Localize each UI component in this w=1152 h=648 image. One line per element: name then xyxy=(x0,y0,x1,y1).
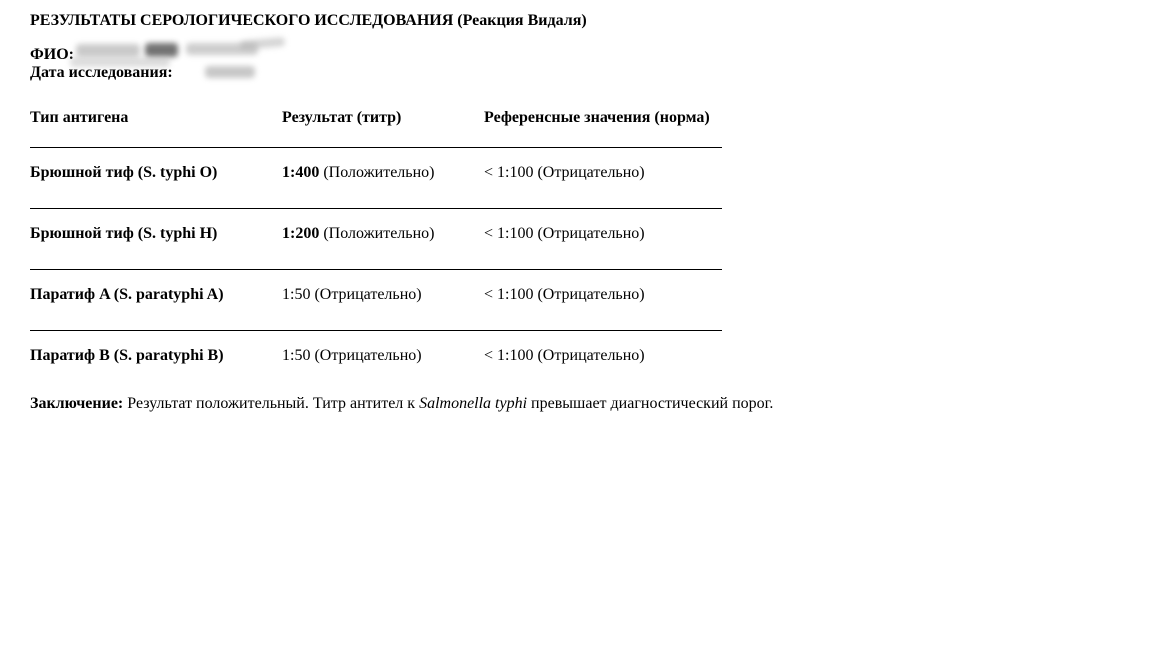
antigen-cell: Паратиф A (S. paratyphi A) xyxy=(30,270,282,331)
titer-value: 1:50 xyxy=(282,286,311,303)
result-cell xyxy=(282,270,484,331)
redacted-name-blur xyxy=(76,44,140,57)
page-title: РЕЗУЛЬТАТЫ СЕРОЛОГИЧЕСКОГО ИССЛЕДОВАНИЯ (Реакция Видаля) xyxy=(30,12,587,29)
result-cell xyxy=(282,148,484,209)
study-date-line xyxy=(30,64,1152,82)
table-row xyxy=(30,331,722,392)
table-row xyxy=(30,209,722,270)
reference-cell: < 1:100 (Отрицательно) xyxy=(484,148,722,209)
titer-value: 1:50 xyxy=(282,347,311,364)
titer-interpretation: (Положительно) xyxy=(323,164,435,181)
result-cell xyxy=(282,209,484,270)
conclusion-label: Заключение: xyxy=(30,395,124,412)
organism-name-italic: Salmonella typhi xyxy=(419,395,528,412)
redacted-name-blur xyxy=(70,57,170,67)
redacted-date-blur xyxy=(205,66,255,78)
column-header-result: Результат (титр) xyxy=(282,109,402,126)
antigen-cell: Брюшной тиф (S. typhi H) xyxy=(30,209,282,270)
patient-name-label: ФИО: xyxy=(30,46,74,63)
patient-info-block xyxy=(30,46,1152,82)
table-row xyxy=(30,148,722,209)
table-row xyxy=(30,270,722,331)
antigen-cell: Брюшной тиф (S. typhi O) xyxy=(30,148,282,209)
titer-interpretation: (Положительно) xyxy=(323,225,435,242)
reference-cell: < 1:100 (Отрицательно) xyxy=(484,270,722,331)
result-cell xyxy=(282,331,484,392)
titer-interpretation: (Отрицательно) xyxy=(314,347,422,364)
study-date-label: Дата исследования: xyxy=(30,64,173,81)
titer-value: 1:200 xyxy=(282,225,320,242)
antigen-cell: Паратиф B (S. paratyphi B) xyxy=(30,331,282,392)
conclusion-text-before: Результат положительный. Титр антител к xyxy=(127,395,420,412)
conclusion-paragraph xyxy=(30,394,1152,413)
table-header-row xyxy=(30,108,722,148)
titer-interpretation: (Отрицательно) xyxy=(314,286,422,303)
results-table xyxy=(30,108,722,391)
titer-value: 1:400 xyxy=(282,164,320,181)
column-header-antigen: Тип антигена xyxy=(30,109,129,126)
reference-cell: < 1:100 (Отрицательно) xyxy=(484,209,722,270)
redacted-name-blur xyxy=(145,43,178,57)
conclusion-text-after: превышает диагностический порог. xyxy=(527,395,774,412)
column-header-reference: Референсные значения (норма) xyxy=(484,109,710,126)
reference-cell: < 1:100 (Отрицательно) xyxy=(484,331,722,392)
